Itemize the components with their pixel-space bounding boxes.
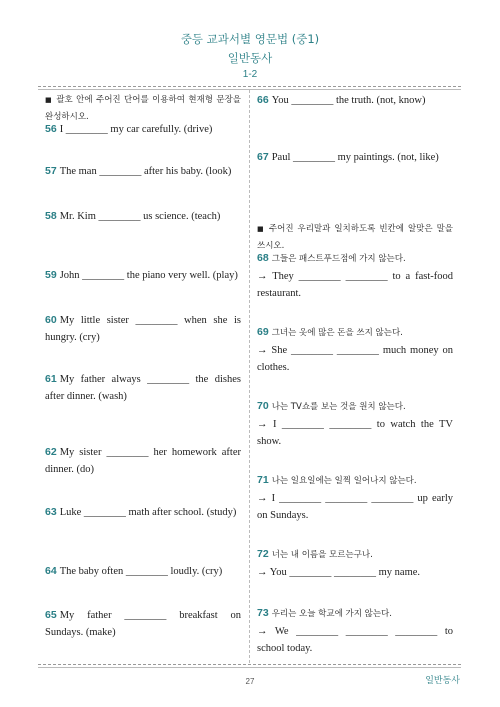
question-73 <box>257 605 453 657</box>
question-number: 71 <box>257 474 269 486</box>
korean-prompt: 나는 TV쇼를 보는 것을 원치 않는다. <box>271 402 406 412</box>
question-67 <box>257 149 453 166</box>
question-63 <box>45 504 241 521</box>
question-57 <box>45 163 241 180</box>
page-number: 27 <box>245 677 255 686</box>
question-56 <box>45 121 241 138</box>
answer-line: → You ________ ________ my name. <box>257 567 421 578</box>
question-68 <box>257 250 453 302</box>
korean-prompt: 너는 내 이름을 모르는구나. <box>271 550 373 560</box>
question-72 <box>257 546 453 581</box>
answer-line: → I ________ ________ ________ up early on Sundays. <box>257 493 453 521</box>
question-number: 66 <box>257 94 269 106</box>
question-number: 72 <box>257 548 269 560</box>
question-number: 69 <box>257 326 269 338</box>
question-number: 68 <box>257 252 269 264</box>
question-number: 70 <box>257 400 269 412</box>
question-number: 65 <box>45 609 57 621</box>
question-text: Paul ________ my paintings. (not, like) <box>271 152 439 163</box>
answer-line: → They ________ ________ to a fast-food restaurant. <box>257 271 453 299</box>
question-58 <box>45 208 241 225</box>
question-69 <box>257 324 453 376</box>
question-66 <box>257 92 453 109</box>
column-divider <box>249 90 250 663</box>
korean-prompt: 그녀는 옷에 많은 돈을 쓰지 않는다. <box>271 328 403 338</box>
question-number: 67 <box>257 151 269 163</box>
question-text: My little sister ________ when she is hungry. (cry) <box>45 315 241 343</box>
korean-prompt: 그들은 패스트푸드점에 가지 않는다. <box>271 254 406 264</box>
top-divider <box>38 86 461 87</box>
bullet-square-icon: ■ <box>45 96 53 104</box>
question-number: 59 <box>45 269 57 281</box>
question-71 <box>257 472 453 524</box>
korean-prompt: 우리는 오늘 학교에 가지 않는다. <box>271 609 392 619</box>
bottom-divider <box>38 664 461 665</box>
question-61 <box>45 371 241 405</box>
question-text: My father ________ breakfast on Sundays. (make) <box>45 610 241 638</box>
answer-line: → We ________ ________ ________ to school today. <box>257 626 453 654</box>
question-text: I ________ my car carefully. (drive) <box>59 124 213 135</box>
question-number: 60 <box>45 314 57 326</box>
korean-prompt: 나는 일요일에는 일찍 일어나지 않는다. <box>271 476 417 486</box>
footer-label: 일반동사 <box>425 676 460 686</box>
left-instruction: ■ 괄호 안에 주어진 단어를 이용하여 현재형 문장을 완성하시오. <box>45 95 241 122</box>
question-number: 61 <box>45 373 57 385</box>
question-70 <box>257 398 453 450</box>
bullet-square-icon: ■ <box>257 225 265 233</box>
question-number: 64 <box>45 565 57 577</box>
page-subtitle: 일반동사 <box>227 51 273 65</box>
page-title: 중등 교과서별 영문법 (중1) <box>180 32 320 46</box>
question-text: You ________ the truth. (not, know) <box>271 95 426 106</box>
bottom-divider-solid <box>38 667 461 668</box>
question-text: My sister ________ her homework after dinner. (do) <box>45 447 241 475</box>
question-text: Mr. Kim ________ us science. (teach) <box>59 211 221 222</box>
question-number: 57 <box>45 165 57 177</box>
question-number: 63 <box>45 506 57 518</box>
question-62 <box>45 444 241 478</box>
question-number: 58 <box>45 210 57 222</box>
question-text: The man ________ after his baby. (look) <box>59 166 232 177</box>
right-instruction: ■ 주어진 우리말과 일치하도록 빈칸에 알맞은 말을 쓰시오. <box>257 224 453 251</box>
question-text: The baby often ________ loudly. (cry) <box>59 566 223 577</box>
section-number: 1-2 <box>242 69 258 80</box>
question-number: 73 <box>257 607 269 619</box>
question-65 <box>45 607 241 641</box>
question-text: My father always ________ the dishes after dinner. (wash) <box>45 374 241 402</box>
question-60 <box>45 312 241 346</box>
answer-line: → She ________ ________ much money on clothes. <box>257 345 453 373</box>
answer-line: → I ________ ________ to watch the TV show. <box>257 419 453 447</box>
question-text: Luke ________ math after school. (study) <box>59 507 237 518</box>
question-64 <box>45 563 241 580</box>
question-59 <box>45 267 241 284</box>
question-number: 62 <box>45 446 57 458</box>
question-text: John ________ the piano very well. (play) <box>59 270 238 281</box>
question-number: 56 <box>45 123 57 135</box>
